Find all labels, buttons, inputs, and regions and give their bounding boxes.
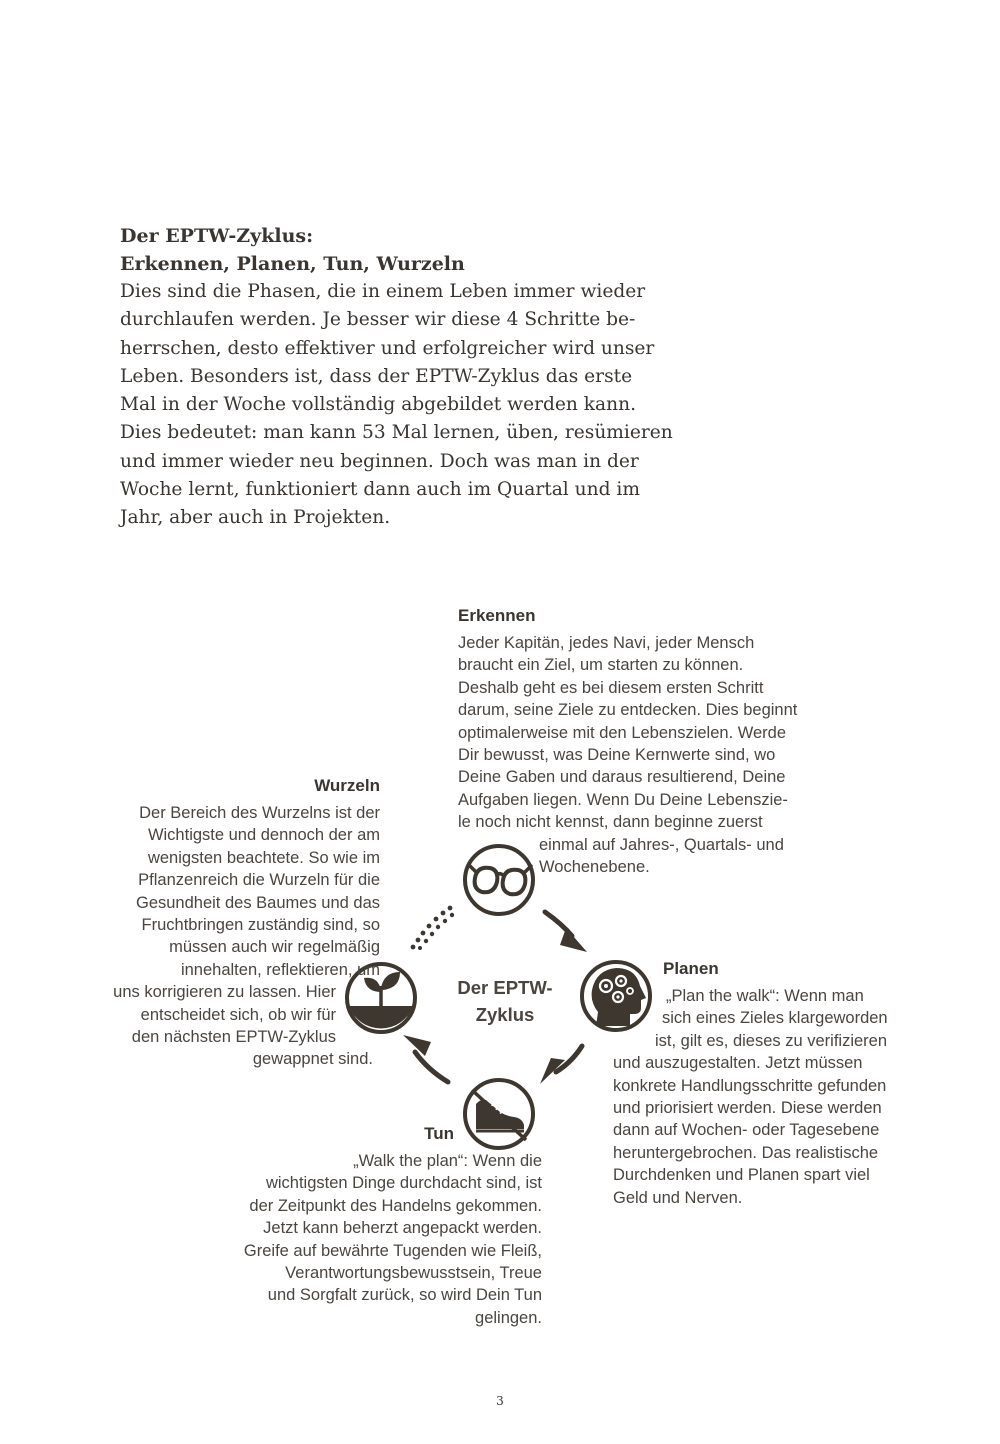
center-label-line-2: Zyklus: [475, 1004, 535, 1025]
text-line: Jetzt kann beherzt angepackt werden.: [263, 1219, 542, 1238]
text-line: Jeder Kapitän, jedes Navi, jeder Mensch: [458, 634, 755, 652]
text-line: den nächsten EPTW-Zyklus: [131, 1028, 336, 1047]
text-line: Durchdenken und Planen spart viel: [613, 1166, 870, 1185]
text-line: müssen auch wir regelmäßig: [169, 938, 380, 957]
sneaker-icon: [465, 1080, 533, 1148]
text-line: Fruchtbringen zuständig sind, so: [141, 916, 380, 935]
text-line: sich eines Zieles klargeworden: [662, 1009, 888, 1028]
intro-line: Dies sind die Phasen, die in einem Leben immer wieder: [120, 281, 646, 302]
intro-line: Mal in der Woche vollständig abgebildet werden kann.: [120, 394, 636, 416]
text-line: konkrete Handlungsschritte gefunden: [613, 1076, 887, 1095]
text-line: entscheidet sich, ob wir für: [140, 1005, 336, 1024]
text-line: Deine Gaben und daraus resultierend, Deine: [458, 768, 786, 787]
intro-line: durchlaufen werden. Je besser wir diese 4 Schritte be-: [120, 309, 636, 331]
planen-title: Planen: [663, 959, 719, 978]
text-line: der Zeitpunkt des Handelns gekommen.: [249, 1196, 542, 1215]
text-line: braucht ein Ziel, um starten zu können.: [458, 656, 744, 675]
arrow-planen-to-tun: [540, 1046, 582, 1084]
wurzeln-title: Wurzeln: [314, 776, 380, 795]
text-line: uns korrigieren zu lassen. Hier: [113, 983, 336, 1002]
center-label-line-1: Der EPTW-: [457, 977, 553, 998]
text-line: dann auf Wochen- oder Tagesebene: [613, 1121, 880, 1140]
intro-heading-line-1: Der EPTW-Zyklus:: [120, 225, 314, 247]
intro-line: Jahr, aber auch in Projekten.: [120, 507, 391, 529]
text-line: optimalerweise mit den Lebenszielen. Werde: [458, 723, 787, 742]
text-line: und Sorgfalt zurück, so wird Dein Tun: [267, 1286, 542, 1305]
text-line: „Walk the plan“: Wenn die: [353, 1152, 542, 1170]
cycle-center-label: [440, 974, 570, 1028]
text-line: Verantwortungsbewusstsein, Treue: [285, 1264, 542, 1283]
intro-line: herrschen, desto effektiver und erfolgreicher wird unser: [120, 337, 655, 359]
text-line: Pflanzenreich die Wurzeln für die: [138, 871, 380, 890]
text-line: innehalten, reflektieren, um: [180, 960, 380, 979]
intro-line: Dies bedeutet: man kann 53 Mal lernen, üben, resümieren: [120, 422, 673, 444]
wurzeln-text: [60, 802, 380, 1071]
text-line: und priorisiert werden. Diese werden: [613, 1099, 882, 1118]
tun-title: Tun: [424, 1124, 454, 1143]
text-line: Deshalb geht es bei diesem ersten Schritt: [458, 678, 764, 697]
text-line: und auszugestalten. Jetzt müssen: [613, 1054, 863, 1073]
text-line: Aufgaben liegen. Wenn Du Deine Lebenszie-: [458, 790, 788, 809]
text-line: Gesundheit des Baumes und das: [136, 893, 380, 912]
text-line: le noch nicht kennst, dann beginne zuerst: [458, 813, 763, 832]
intro-heading-line-2: Erkennen, Planen, Tun, Wurzeln: [120, 253, 465, 275]
erkennen-title: Erkennen: [458, 606, 536, 625]
arrow-erkennen-to-planen: [545, 912, 587, 952]
text-line: Dir bewusst, was Deine Kernwerte sind, wo: [458, 746, 776, 765]
text-line: gelingen.: [475, 1308, 542, 1327]
erkennen-text: [458, 632, 797, 878]
text-line: gewappnet sind.: [252, 1050, 373, 1069]
text-line: Der Bereich des Wurzelns ist der: [139, 804, 380, 822]
text-line: ist, gilt es, dieses zu verifizieren: [655, 1031, 888, 1050]
text-line: heruntergebrochen. Das realistische: [613, 1143, 879, 1162]
page-number: 3: [496, 1394, 504, 1408]
text-line: einmal auf Jahres-, Quartals- und: [539, 835, 784, 854]
text-line: wichtigsten Dinge durchdacht sind, ist: [265, 1174, 542, 1193]
text-line: wenigsten beachtete. So wie im: [147, 848, 380, 867]
intro-line: Woche lernt, funktioniert dann auch im Quartal und im: [120, 479, 641, 501]
intro-line: und immer wieder neu beginnen. Doch was man in der: [120, 450, 639, 472]
text-line: Wochenebene.: [539, 858, 650, 877]
planen-text: [613, 985, 888, 1209]
text-line: darum, seine Ziele zu entdecken. Dies beginnt: [458, 701, 798, 720]
text-line: „Plan the walk“: Wenn man: [666, 987, 864, 1005]
text-line: Geld und Nerven.: [613, 1188, 743, 1207]
text-line: Greife auf bewährte Tugenden wie Fleiß,: [243, 1241, 542, 1260]
intro-line: Leben. Besonders ist, dass der EPTW-Zyklus das erste: [120, 365, 633, 387]
tun-text: [180, 1150, 542, 1329]
text-line: Wichtigste und dennoch der am: [147, 826, 380, 845]
arrow-tun-to-wurzeln: [403, 1035, 448, 1082]
dotted-connector: [411, 906, 455, 950]
